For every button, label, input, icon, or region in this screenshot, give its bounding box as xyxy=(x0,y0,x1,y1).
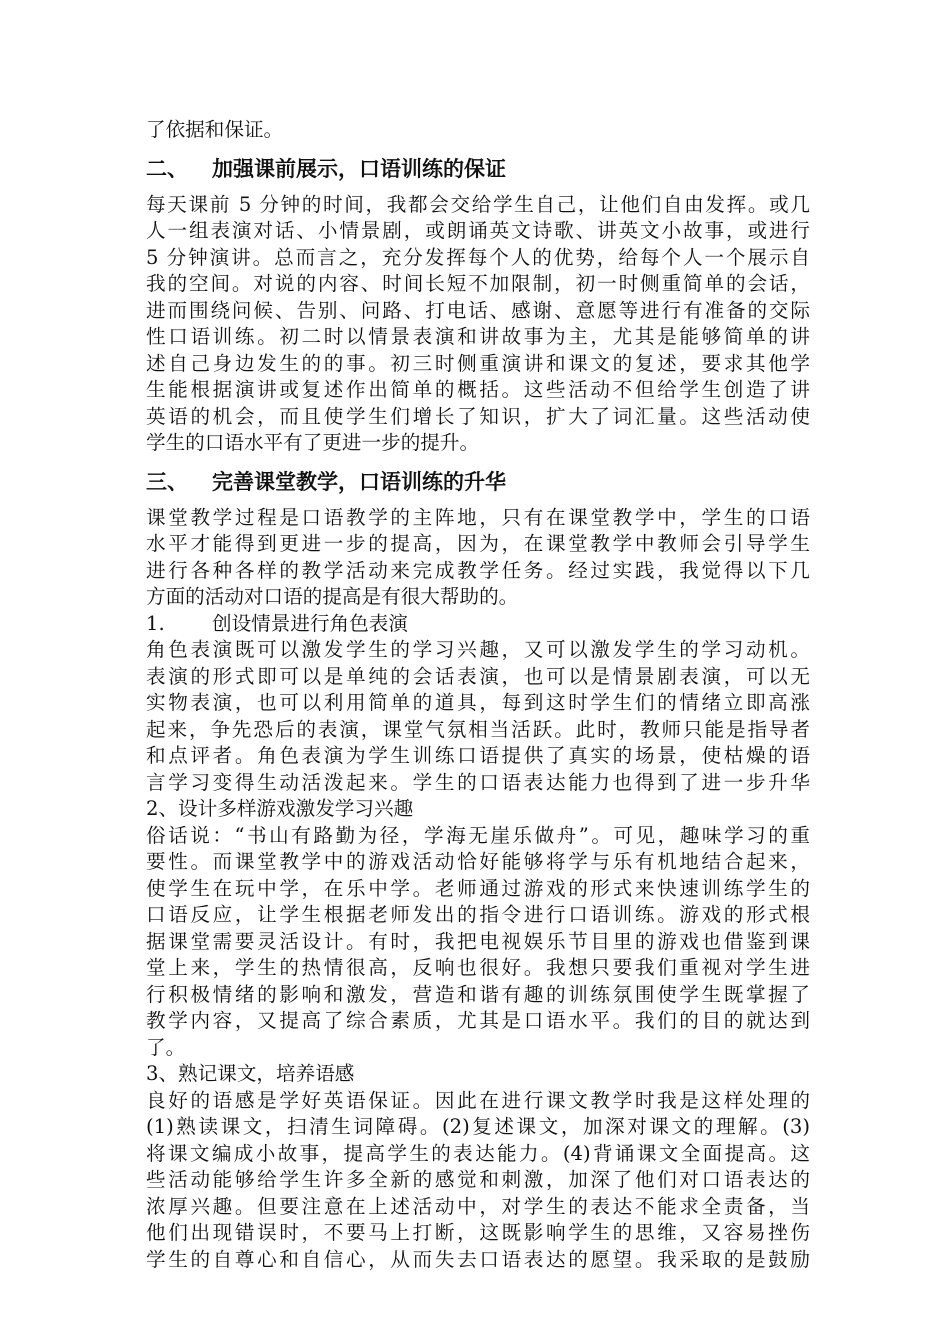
item-2-paragraph xyxy=(146,823,810,1062)
paragraph-line: 英语的机会，而且使学生们增长了知识，扩大了词汇量。这些活动使 xyxy=(146,404,810,428)
item-3-paragraph xyxy=(146,1088,810,1274)
paragraph-line: 我的空间。对说的内容、时间长短不加限制，初一时侧重简单的会话， xyxy=(146,272,810,295)
paragraph-line: 些活动能够给学生许多全新的感觉和刺激，加深了他们对口语表达的 xyxy=(146,1168,810,1191)
paragraph-line: 水平才能得到更进一步的提高，因为，在课堂教学中教师会引导学生 xyxy=(146,532,810,555)
paragraph-line: 良好的语感是学好英语保证。因此在进行课文教学时我是这样处理的 xyxy=(146,1088,810,1112)
section-2-title: 加强课前展示，口语训练的保证 xyxy=(212,156,506,181)
section-3-heading xyxy=(146,467,810,497)
item-1-heading xyxy=(146,611,810,638)
paragraph-line: 生能根据演讲或复述作出简单的概括。这些活动不但给学生创造了讲 xyxy=(146,378,810,401)
paragraph-line: 了。 xyxy=(146,1035,186,1059)
paragraph-line: 学生的自尊心和自信心，从而失去口语表达的愿望。我采取的是鼓励 xyxy=(146,1247,810,1271)
paragraph-line: 性口语训练。初二时以情景表演和讲故事为主，尤其是能够简单的讲 xyxy=(146,325,810,348)
section-3-intro-paragraph xyxy=(146,505,810,611)
item-1-title: 创设情景进行角色表演 xyxy=(212,611,408,635)
paragraph-line: 实物表演，也可以利用简单的道具，每到这时学生们的情绪立即高涨 xyxy=(146,691,810,714)
paragraph-line: (1)熟读课文，扫清生词障碍。(2)复述课文，加深对课文的理解。(3) xyxy=(146,1115,810,1138)
paragraph-line: 口语反应，让学生根据老师发出的指令进行口语训练。游戏的形式根 xyxy=(146,903,810,926)
section-2-paragraph xyxy=(146,192,810,457)
paragraph-line: 每天课前 5 分钟的时间，我都会交给学生自己，让他们自由发挥。或几 xyxy=(146,192,810,216)
paragraph-line: 浓厚兴趣。但要注意在上述活动中，对学生的表达不能求全责备，当 xyxy=(146,1194,810,1218)
item-3-heading: 3、熟记课文，培养语感 xyxy=(146,1062,355,1085)
paragraph-line: 起来，争先恐后的表演，课堂气氛相当活跃。此时，教师只能是指导者 xyxy=(146,717,810,741)
intro-line: 了依据和保证。 xyxy=(146,118,284,141)
paragraph-line: 言学习变得生动活泼起来。学生的口语表达能力也得到了进一步升华 xyxy=(146,770,810,794)
item-1-paragraph xyxy=(146,637,810,796)
paragraph-line: 将课文编成小故事，提高学生的表达能力。(4)背诵课文全面提高。这 xyxy=(146,1141,810,1165)
paragraph-line: 堂上来，学生的热情很高，反响也很好。我想只要我们重视对学生进 xyxy=(146,956,810,979)
paragraph-line: 据课堂需要灵活设计。有时，我把电视娱乐节目里的游戏也借鉴到课 xyxy=(146,929,810,953)
paragraph-line: 5 分钟演讲。总而言之，充分发挥每个人的优势，给每个人一个展示自 xyxy=(146,245,810,269)
paragraph-line: 和点评者。角色表演为学生训练口语提供了真实的场景，使枯燥的语 xyxy=(146,744,810,767)
section-3-number: 三、 xyxy=(146,469,188,494)
paragraph-line: 课堂教学过程是口语教学的主阵地，只有在课堂教学中，学生的口语 xyxy=(146,505,810,529)
document-page xyxy=(146,117,810,1273)
section-3-title: 完善课堂教学，口语训练的升华 xyxy=(212,469,506,494)
paragraph-line: 他们出现错误时，不要马上打断，这既影响学生的思维，又容易挫伤 xyxy=(146,1221,810,1244)
paragraph-line: 方面的活动对口语的提高是有很大帮助的。 xyxy=(146,585,519,608)
paragraph-line: 人一组表演对话、小情景剧，或朗诵英文诗歌、讲英文小故事，或进行 xyxy=(146,219,810,242)
paragraph-line: 表演的形式即可以是单纯的会话表演，也可以是情景剧表演，可以无 xyxy=(146,664,810,688)
paragraph-line: 要性。而课堂教学中的游戏活动恰好能够将学与乐有机地结合起来， xyxy=(146,850,810,873)
section-2-number: 二、 xyxy=(146,156,188,181)
paragraph-line: 进而围绕问候、告别、问路、打电话、感谢、意愿等进行有准备的交际 xyxy=(146,298,810,322)
paragraph-line: 教学内容，又提高了综合素质，尤其是口语水平。我们的目的就达到 xyxy=(146,1009,810,1032)
paragraph-line: 进行各种各样的教学活动来完成教学任务。经过实践，我觉得以下几 xyxy=(146,558,810,582)
paragraph-line: 行积极情绪的影响和激发，营造和谐有趣的训练氛围使学生既掌握了 xyxy=(146,982,810,1006)
paragraph-line: 使学生在玩中学，在乐中学。老师通过游戏的形式来快速训练学生的 xyxy=(146,876,810,900)
paragraph-line: 述自己身边发生的的事。初三时侧重演讲和课文的复述，要求其他学 xyxy=(146,351,810,375)
paragraph-line: 学生的口语水平有了更进一步的提升。 xyxy=(146,431,480,454)
paragraph-line: 角色表演既可以激发学生的学习兴趣，又可以激发学生的学习动机。 xyxy=(146,638,810,661)
item-2-heading: 2、设计多样游戏激发学习兴趣 xyxy=(146,797,414,820)
item-1-number: 1. xyxy=(146,611,165,635)
paragraph-line: 俗话说：“书山有路勤为径，学海无崖乐做舟”。可见，趣味学习的重 xyxy=(146,823,810,847)
section-2-heading xyxy=(146,154,810,184)
